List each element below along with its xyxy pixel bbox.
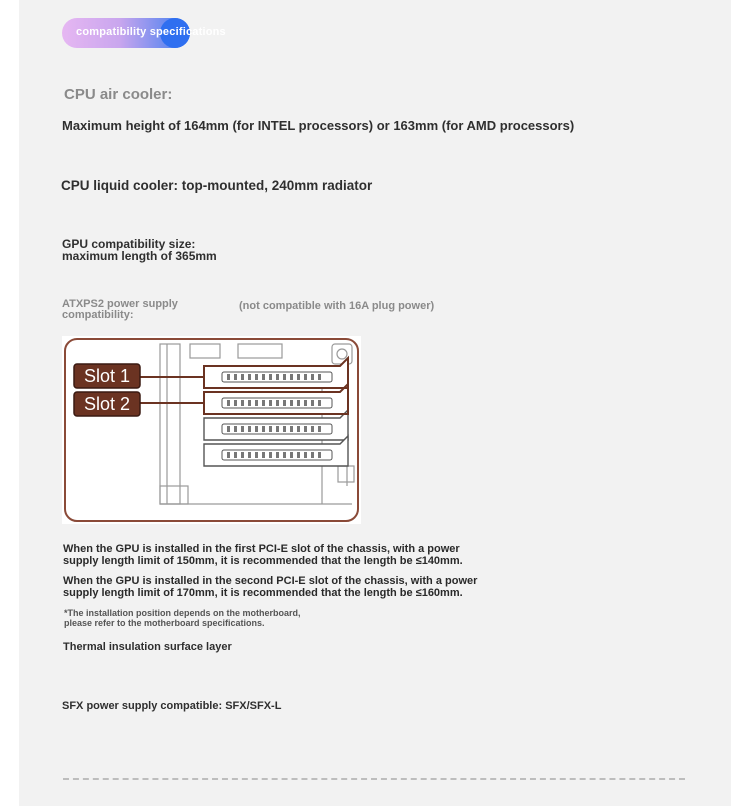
slot1-label: Slot 1: [83, 366, 131, 386]
section-divider: [63, 778, 685, 780]
sfx-psu-spec: SFX power supply compatible: SFX/SFX-L: [62, 700, 282, 712]
slot2-install-note: When the GPU is installed in the second PCI-E slot of the chassis, with a power supply length limit of 170mm, it is recommended that the length be ≤160mm.: [63, 575, 478, 599]
cpu-air-cooler-detail: Maximum height of 164mm (for INTEL processors) or 163mm (for AMD processors): [62, 118, 575, 133]
atx-psu-spec: ATXPS2 power supply compatibility:: [62, 298, 178, 321]
thermal-insulation-spec: Thermal insulation surface layer: [63, 641, 232, 653]
gpu-compatibility-spec: GPU compatibility size: maximum length of 365mm: [62, 237, 217, 263]
cpu-air-cooler-heading: CPU air cooler:: [64, 86, 173, 103]
pcie-slot-illustration: [62, 336, 361, 524]
psu-compatibility-note: (not compatible with 16A plug power): [239, 300, 435, 312]
cpu-liquid-cooler-spec: CPU liquid cooler: top-mounted, 240mm radiator: [61, 178, 373, 193]
motherboard-footnote: *The installation position depends on the motherboard, please refer to the motherboard specifications.: [64, 608, 301, 628]
pcie-slot-diagram: [62, 336, 361, 524]
section-tag: [62, 18, 226, 48]
slot2-label: Slot 2: [83, 394, 131, 414]
section-tag-label: compatibility specifications: [76, 26, 226, 38]
slot1-install-note: When the GPU is installed in the first PCI-E slot of the chassis, with a power supply length limit of 150mm, it is recommended that the length be ≤140mm.: [63, 543, 463, 567]
